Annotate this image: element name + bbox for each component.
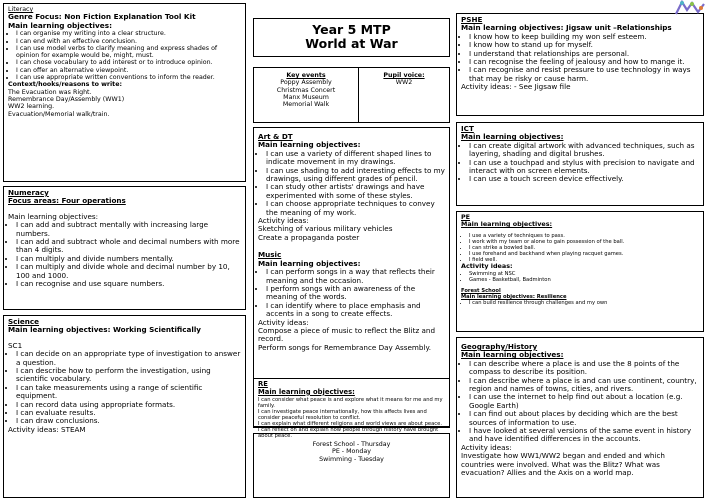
numeracy-focus: Focus areas: Four operations [8, 196, 126, 206]
list-item: Manx Museum [283, 93, 329, 101]
literacy-objectives-title: Main learning objectives: [8, 20, 113, 30]
art-heading: Art & DT [258, 132, 293, 141]
list-item: • I can use the internet to help find out about a location (e.g. Google Earth) [469, 393, 699, 410]
pshe-objectives-title: Main learning objectives: Jigsaw unit –Relationships [461, 23, 672, 33]
list-item: • I can strike a bowled ball. [469, 245, 699, 251]
science-activity: Activity ideas: STEAM [8, 424, 86, 434]
forest-objectives-title: Main learning objectives: Resilience [461, 293, 567, 300]
pupil-voice-value: WW2 [395, 79, 413, 87]
re-heading: RE [258, 380, 268, 388]
list-item: • I can use a touch screen device effectively. [469, 175, 699, 183]
pe-box [456, 211, 704, 332]
list-item: • I know how to keep building my won self esteem. [469, 33, 699, 41]
schedule-line: Swimming - Tuesday [319, 455, 384, 463]
geography-heading: Geography/History [461, 342, 538, 351]
list-item: Compose a piece of music to reflect the Blitz and record. [258, 325, 436, 344]
list-item: • Swimming at NSC [469, 271, 699, 277]
list-item: • I can add and subtract mentally with increasing large numbers. [16, 221, 241, 238]
list-item: Christmas Concert [276, 86, 336, 94]
title-box [253, 18, 450, 57]
art-activity-title: Activity ideas: [258, 216, 309, 226]
list-item: • I can multiply and divide numbers mentally. [16, 255, 241, 263]
list-item: • I can organise my writing into a clear structure. [16, 30, 241, 37]
list-item: • I can multiply and divide whole and decimal number by 10, 100 and 1000. [16, 263, 241, 280]
science-heading: Science [8, 317, 40, 326]
pe-objectives [461, 233, 699, 263]
literacy-objectives [8, 30, 241, 81]
list-item: • I use a variety of techniques to pass. [469, 233, 699, 239]
pshe-activity: Activity ideas: - See Jigsaw file [461, 82, 571, 92]
science-code: SC1 [8, 340, 23, 350]
list-item: • I can describe how to perform the investigation, using scientific vocabulary. [16, 367, 241, 384]
ict-objectives-title: Main learning objectives: [461, 132, 564, 142]
music-objectives-title: Main learning objectives: [258, 258, 361, 268]
forest-school-title: Forest School [461, 287, 501, 294]
page-title: Year 5 MTP [312, 22, 391, 37]
ict-objectives [461, 142, 699, 184]
list-item: • I know how to stand up for myself. [469, 41, 699, 49]
pshe-heading: PSHE [461, 15, 483, 24]
geography-objectives-title: Main learning objectives: [461, 350, 564, 360]
re-objectives-title: Main learning objectives: [258, 387, 355, 396]
list-item: WW2 learning. [8, 103, 55, 111]
events-box [253, 67, 450, 123]
pshe-box [456, 13, 704, 116]
list-item: I can explain what different religions and world views are about peace. [258, 420, 442, 427]
numeracy-heading: Numeracy [8, 188, 49, 197]
numeracy-objectives [8, 221, 241, 288]
list-item: • I use forehand and backhand when playing racquet games. [469, 251, 699, 257]
list-item: The Evacuation was Right. [8, 88, 92, 96]
list-item: • I can use a touchpad and stylus with precision to navigate and interact with on screen elements. [469, 159, 699, 176]
list-item: Remembrance Day/Assembly (WW1) [8, 95, 125, 103]
list-item: • I can describe where a place is and can use continent, country, region and names of towns, cities, and rivers. [469, 377, 699, 394]
science-objectives-title: Main learning objectives: Working Scientifically [8, 325, 201, 335]
list-item: Memorial Walk [282, 101, 330, 109]
list-item: • I can add and subtract whole and decimal numbers with more than 4 digits. [16, 238, 241, 255]
list-item: • I can build resilience through challenges and my own [469, 300, 699, 306]
art-objectives [258, 150, 445, 217]
science-box [3, 315, 246, 498]
list-item: • I can decide on an appropriate type of investigation to answer a question. [16, 350, 241, 367]
science-objectives [8, 350, 241, 426]
list-item: • I can chose vocabulary to add interest or to introduce opinion. [16, 59, 241, 66]
list-item: Poppy Assembly [280, 79, 332, 87]
list-item: • I can use a variety of different shaped lines to indicate movement in my drawings. [266, 150, 445, 167]
jigsaw-logo-icon [674, 0, 706, 16]
schedule-line: PE - Monday [332, 448, 371, 456]
geography-activity: Investigate how WW1/WW2 began and ended and which countries were involved. What was the Blitz? What was evacuation? Allies and the Axis on a world map. [461, 451, 665, 478]
list-item: • I can recognise the feeling of jealousy and how to mange it. [469, 58, 699, 66]
numeracy-box [3, 186, 246, 310]
list-item: • I can perform songs in a way that reflects their meaning and the occasion. [266, 268, 445, 285]
list-item: • I can describe where a place is and use the 8 points of the compass to describe its position. [469, 360, 699, 377]
list-item: • I can use model verbs to clarify meaning and express shades of opinion for example would be, might, must. [16, 45, 241, 60]
geography-activity-title: Activity ideas: [461, 442, 512, 452]
list-item: Sketching of various military vehicles [258, 224, 393, 234]
list-item: • I perform songs with an awareness of the meaning of the words. [266, 285, 445, 302]
list-item: • I can evaluate results. [16, 409, 241, 417]
ict-box [456, 122, 704, 206]
pe-heading: PE [461, 213, 471, 221]
list-item: • I have looked at several versions of the same event in history and have identified differences in the accounts. [469, 427, 699, 444]
music-objectives [258, 268, 445, 318]
list-item: • I can record data using appropriate formats. [16, 401, 241, 409]
list-item: Perform songs for Remembrance Day Assembly. [258, 342, 431, 352]
literacy-genre: Genre Focus: Non Fiction Explanation Tool Kit [8, 12, 196, 22]
key-events-title: Key events [286, 72, 326, 79]
list-item: Evacuation/Memorial walk/train. [8, 110, 110, 118]
pe-activities [461, 271, 699, 283]
list-item: • I can recognise and resist pressure to use technology in ways that may be risky or cause harm. [469, 66, 699, 83]
list-item: • I understand that relationships are personal. [469, 50, 699, 58]
list-item: • I can recognise and use square numbers. [16, 280, 241, 288]
geography-objectives [461, 360, 699, 444]
list-item: • I can study other artists' drawings and have experimented with some of these styles. [266, 183, 445, 200]
literacy-context-title: Context/hooks/reasons to write: [8, 81, 122, 89]
list-item: • I can use shading to add interesting effects to my drawings, using different grades of pencil. [266, 167, 445, 184]
schedule-box [253, 433, 450, 498]
pshe-objectives [461, 33, 699, 83]
literacy-heading: Literacy [8, 6, 34, 13]
geography-box [456, 337, 704, 498]
pe-activity-title: Activity ideas: [461, 262, 513, 271]
forest-objectives [461, 300, 699, 306]
music-heading: Music [258, 250, 282, 260]
list-item: • I can end with an effective conclusion. [16, 38, 241, 45]
list-item: • I can draw conclusions. [16, 417, 241, 425]
literacy-box [3, 3, 246, 182]
list-item: I can investigate peace internationally, how this affects lives and consider peaceful resolution to conflict. [258, 408, 427, 421]
list-item: • I can choose appropriate techniques to convey the meaning of my work. [266, 200, 445, 217]
page-subtitle: World at War [305, 36, 398, 51]
list-item: • I can use appropriate written conventions to inform the reader. [16, 74, 241, 81]
list-item: • I can identify where to place emphasis and accents in a song to create effects. [266, 302, 445, 319]
list-item: Create a propaganda poster [258, 232, 360, 242]
pe-objectives-title: Main learning objectives: [461, 220, 553, 229]
list-item: • I can find out about places by deciding which are the best sources of information to use. [469, 410, 699, 427]
pupil-voice-title: Pupil voice: [383, 72, 425, 79]
art-objectives-title: Main learning objectives: [258, 140, 361, 150]
list-item: • I can take measurements using a range of scientific equipment. [16, 384, 241, 401]
list-item: • I can create digital artwork with advanced techniques, such as layering, shading and digital brushes. [469, 142, 699, 159]
schedule-line: Forest School - Thursday [312, 441, 391, 448]
music-activity-title: Activity ideas: [258, 317, 309, 327]
list-item: I can reflect on and explain how people through history have brought about peace. [258, 427, 439, 440]
numeracy-objectives-title: Main learning objectives: [8, 211, 99, 221]
list-item: • I can offer an alternative viewpoint. [16, 67, 241, 74]
list-item: • I work with my team or alone to gain possession of the ball. [469, 239, 699, 245]
ict-heading: ICT [461, 124, 474, 133]
re-info [253, 378, 450, 440]
list-item: I can consider what peace is and explore what it means for me and my family. [258, 396, 443, 409]
list-item: • I field well. [469, 257, 699, 263]
list-item: • Games - Basketball, Badminton [469, 277, 699, 283]
